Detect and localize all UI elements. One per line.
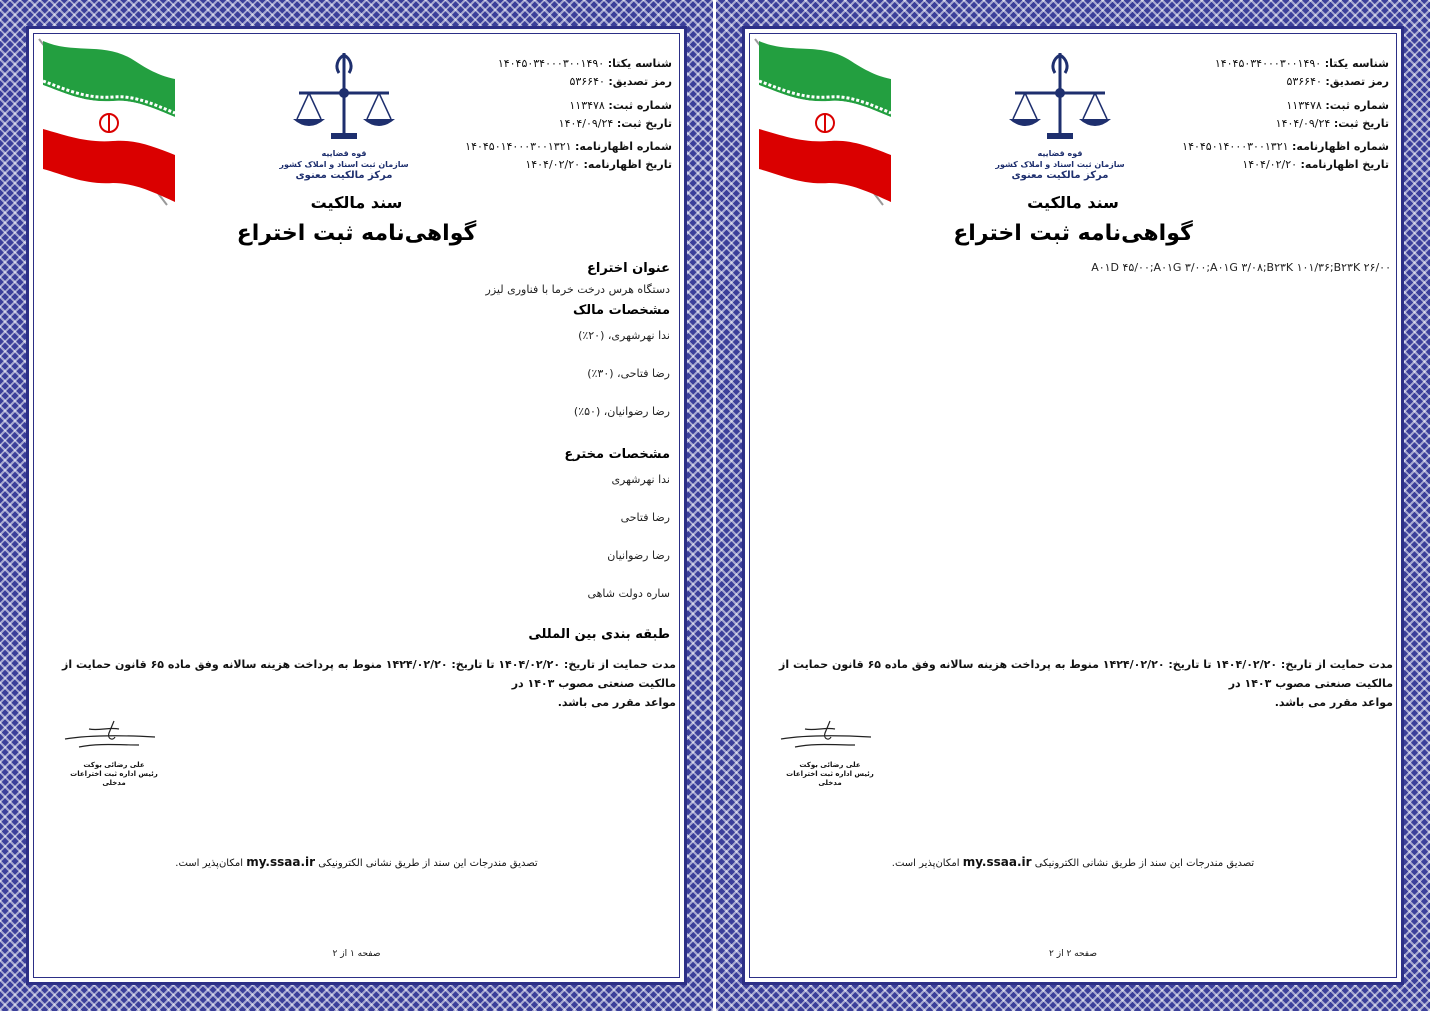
scales-of-justice-icon <box>279 49 409 144</box>
iran-flag-image <box>35 37 180 207</box>
decl-no-value: ۱۴۰۴۵۰۱۴۰۰۰۳۰۰۱۳۲۱ <box>465 140 572 153</box>
decl-no-row <box>1182 140 1389 153</box>
iran-flag-image <box>751 37 896 207</box>
decl-date-row <box>1242 158 1389 171</box>
decl-date-label: تاریخ اظهارنامه: <box>583 158 672 171</box>
signature-image <box>59 717 159 757</box>
reg-date-label: تاریخ ثبت: <box>1333 117 1389 130</box>
decl-date-value: ۱۴۰۴/۰۲/۲۰ <box>525 158 581 171</box>
reg-date-row <box>1276 117 1389 130</box>
title-main: گواهی‌نامه ثبت اختراع <box>236 221 477 246</box>
decl-no-value: ۱۴۰۴۵۰۱۴۰۰۰۳۰۰۱۳۲۱ <box>1182 140 1289 153</box>
scales-of-justice-icon <box>995 49 1125 144</box>
invention-title-value: دستگاه هرس درخت خرما با فناوری لیزر <box>485 283 670 296</box>
footer-text-after: امکان‌پذیر است. <box>175 858 244 869</box>
protection-note-line-2: مواعد مقرر می باشد. <box>1274 696 1393 709</box>
verify-code-row <box>1286 75 1389 88</box>
verify-code-value: ۵۳۶۶۴۰ <box>1286 75 1322 88</box>
classification-codes: A۰۱D ۴۵/۰۰;A۰۱G ۳/۰۰;A۰۱G ۳/۰۸;B۲۳K ۱۰۱/۳۶;B۲۳K ۲۶/۰۰ <box>1091 261 1391 274</box>
verification-footer <box>29 855 684 869</box>
unique-id-value: ۱۴۰۴۵۰۳۴۰۰۰۳۰۰۱۴۹۰ <box>497 57 605 70</box>
owner-item: ندا نهرشهری، (۲۰٪) <box>578 329 670 342</box>
reg-date-row <box>559 117 672 130</box>
unique-id-label: شناسه یکتا: <box>1324 57 1389 70</box>
invention-title-label: عنوان اختراع <box>587 261 670 276</box>
signature-block <box>59 717 169 788</box>
page-number: صفحه ۱ از ۲ <box>332 949 381 959</box>
protection-note-line-1: مدت حمایت از تاریخ: ۱۴۰۴/۰۲/۲۰ تا تاریخ: ۱۴۲۴/۰۲/۲۰ منوط به پرداخت هزینه سالانه وفق ماده ۶۵ قانون حمایت از مالکیت صنعتی مصوب ۱۴۰۳ در <box>62 658 676 690</box>
reg-no-value: ۱۱۳۴۷۸ <box>1286 99 1322 112</box>
signature-title: رئیس اداره ثبت اختراعات مدخلی <box>786 770 874 787</box>
reg-no-row <box>1286 99 1389 112</box>
certificate-page-2 <box>716 0 1430 1011</box>
inventors-label: مشخصات مخترع <box>564 447 670 462</box>
owner-item: رضا رضوانیان، (۵۰٪) <box>573 405 670 418</box>
owner-item: رضا فتاحی، (۳۰٪) <box>587 367 670 380</box>
emblem-line-3: مرکز مالکیت معنوی <box>1011 170 1109 181</box>
inventor-item: ندا نهرشهری <box>611 473 670 486</box>
protection-note <box>753 655 1393 712</box>
verify-code-row <box>569 75 672 88</box>
reg-no-label: شماره ثبت: <box>608 99 672 112</box>
verification-site-link[interactable]: my.ssaa.ir <box>962 855 1032 869</box>
verify-code-label: رمز تصدیق: <box>1325 75 1389 88</box>
emblem-line-2: سازمان ثبت اسناد و املاک کشور <box>995 160 1125 169</box>
classification-label: طبقه بندی بین المللی <box>528 627 670 642</box>
decl-no-label: شماره اظهارنامه: <box>575 140 672 153</box>
title-main: گواهی‌نامه ثبت اختراع <box>953 221 1193 246</box>
reg-date-value: ۱۴۰۴/۰۹/۲۴ <box>558 117 614 130</box>
decl-date-value: ۱۴۰۴/۰۲/۲۰ <box>1242 158 1298 171</box>
emblem-line-3: مرکز مالکیت معنوی <box>295 170 393 181</box>
judiciary-emblem <box>995 49 1125 181</box>
signature-block <box>775 717 885 788</box>
protection-note-line-2: مواعد مقرر می باشد. <box>557 696 676 709</box>
decl-no-label: شماره اظهارنامه: <box>1292 140 1389 153</box>
footer-text-before: تصدیق مندرجات این سند از طریق نشانی الکترونیکی <box>318 858 538 869</box>
owners-label: مشخصات مالک <box>572 303 670 318</box>
reg-no-label: شماره ثبت: <box>1325 99 1389 112</box>
emblem-line-1: قوه قضاییه <box>1037 149 1083 158</box>
verification-site-link[interactable]: my.ssaa.ir <box>246 855 316 869</box>
footer-text-before: تصدیق مندرجات این سند از طریق نشانی الکترونیکی <box>1034 858 1255 869</box>
certificate-sheet <box>742 26 1404 985</box>
title-small: سند مالکیت <box>310 193 403 212</box>
certificate-sheet <box>26 26 687 985</box>
verify-code-value: ۵۳۶۶۴۰ <box>569 75 605 88</box>
decl-date-label: تاریخ اظهارنامه: <box>1300 158 1389 171</box>
emblem-line-2: سازمان ثبت اسناد و املاک کشور <box>279 160 409 169</box>
unique-id-row <box>1215 57 1389 70</box>
certificate-page-1 <box>0 0 713 1011</box>
unique-id-row <box>498 57 672 70</box>
footer-text-after: امکان‌پذیر است. <box>891 858 960 869</box>
judiciary-emblem <box>279 49 409 181</box>
decl-date-row <box>525 158 672 171</box>
inventor-item: رضا فتاحی <box>620 511 670 524</box>
reg-no-row <box>569 99 672 112</box>
signature-title: رئیس اداره ثبت اختراعات مدخلی <box>70 770 158 787</box>
unique-id-value: ۱۴۰۴۵۰۳۴۰۰۰۳۰۰۱۴۹۰ <box>1214 57 1322 70</box>
inventor-item: ساره دولت شاهی <box>587 587 670 600</box>
protection-note-line-1: مدت حمایت از تاریخ: ۱۴۰۴/۰۲/۲۰ تا تاریخ: ۱۴۲۴/۰۲/۲۰ منوط به پرداخت هزینه سالانه وفق ماده ۶۵ قانون حمایت از مالکیت صنعتی مصوب ۱۴۰۳ در <box>779 658 1393 690</box>
signature-name: علی رضائی بوکت <box>799 761 861 769</box>
emblem-line-1: قوه قضاییه <box>321 149 367 158</box>
title-small: سند مالکیت <box>1027 193 1119 212</box>
reg-no-value: ۱۱۳۴۷۸ <box>569 99 605 112</box>
protection-note <box>37 655 676 712</box>
verify-code-label: رمز تصدیق: <box>608 75 672 88</box>
page-number: صفحه ۲ از ۲ <box>1049 949 1097 959</box>
decl-no-row <box>465 140 672 153</box>
verification-footer <box>745 855 1401 869</box>
inventor-item: رضا رضوانیان <box>607 549 670 562</box>
signature-name: علی رضائی بوکت <box>83 761 145 769</box>
reg-date-value: ۱۴۰۴/۰۹/۲۴ <box>1275 117 1331 130</box>
reg-date-label: تاریخ ثبت: <box>616 117 672 130</box>
unique-id-label: شناسه یکتا: <box>607 57 672 70</box>
signature-image <box>775 717 875 757</box>
